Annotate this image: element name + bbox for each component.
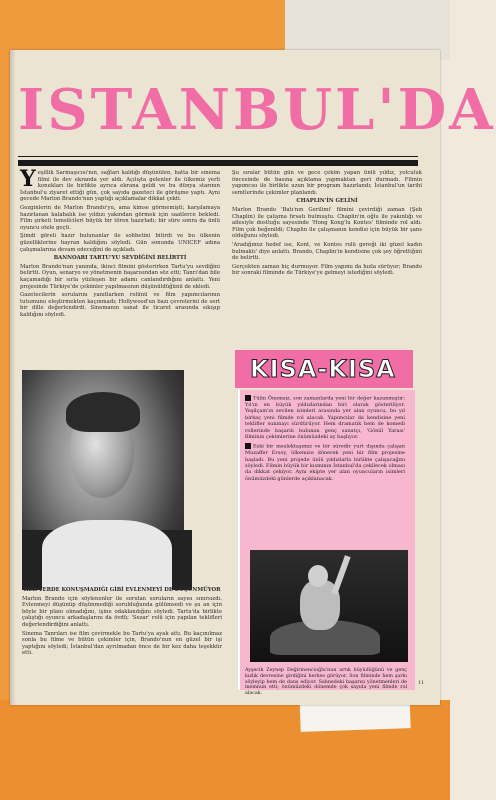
kisa-text <box>245 395 405 485</box>
caption-text: Marlon Brando için söylenenler ile sorulan soruların sayısı sınırsızdı. Evlenmeyi düşünüp düşünmediği sorulduğunda gülümsedi ve şu an için böyle bir planı olmadığını, işine odaklandığını söyledi. Tartu'da birlikte çalıştığı oyuncu arkadaşlarını da övdü; 'Sezar' rolü için yapılan teklifleri değerlendirdiğini anlattı. <box>22 595 222 628</box>
bullet-icon <box>245 443 251 449</box>
bullet-icon <box>245 395 251 401</box>
dancer-photo <box>250 550 408 662</box>
intro-text: eşillik Sarmaşıcısı'nın, sağları kaldığı düşünülen, hatta bir sinema filmi ile dev ekranda yer aldı. Açılışta gelenler ile ülkemiz yerli konukları ile birlikte ayrıca ekrana geldi ve bu dünya starının İstanbul'u ziyaret ettiği gün, çok sayıda gazeteci ile görüşme yaptı. Aynı gecede Marlon Brando'nun yaptığı açıklamalar dikkat çekti. <box>20 170 220 203</box>
right-subheading: CHAPLIN'İN GELİNİ <box>296 198 358 205</box>
kisa-title: KISA-KISA <box>250 355 396 383</box>
left-column <box>20 166 220 320</box>
paragraph-2: Gezginlerin de Marlon Brando'yu, ama kimse görmemişti; karşılamaya hazırlanan kalabalık ise yıldızı yakından görmek için saatlerce bekledi. Film şirketi temsilcileri büyük bir tören hazırladı; bir süre sonra da ünlü oyuncu otele geçti. <box>20 204 220 231</box>
dancer-head <box>308 565 328 587</box>
right-paragraph-2: Marlon Brando 'Batı'nın Gerilimi' filmini çevirdiği zaman (Şeb Chaplin) ile çalışma fırsatı bulmuştu. Chaplin'in oğlu ile yakınlığı ve ailesiyle dostluğu sayesinde 'Hong Kong'lu Kontes' filminde rol aldı. Film çok beğenildi; Chaplin ile çalışmanın kendisi için büyük bir şans olduğunu söyledi. <box>232 206 422 240</box>
kisa-item-1 <box>245 395 405 440</box>
photo-shirt <box>42 520 172 590</box>
right-column <box>232 170 422 279</box>
paragraph-4: Marlon Brando'nun yanında, ikinci filmini gösterirken Tartu'yu sevdiğini belirtti. Oyun, senaryo ve yönetmenin başarısından söz etti; Tanrı'dan bile kaçamadığı bir sırla yüzleşen bir adamı canlandırdığını anlattı. Yeni projesinde Türkiye'de çekimler yapılmasının düşünüldüğünü de ekledi. <box>20 263 220 290</box>
title-rule-thin <box>18 156 418 157</box>
kisa-item-2-text: Eski bir meslektaşımız ve bir süredir yurt dışında çalışan Muzaffer Ersoy, ülkemize dönerek yeni bir film projesine başladı. Bu yeni projede ünlü yıldızlarla birlikte çalışacağını söyledi. Filmin büyük bir kısmının İstanbul'da çekilecek olması da dikkat çekiyor. Aynı ekipte yer alan oyuncuların isimleri önümüzdeki günlerde açıklanacak. <box>245 443 405 482</box>
kisa-bottom-text: Ayşecik Zeynep Değirmencioğlu'nun artık büyüdüğünü ve genç kızlık devresine girdiğini herkes görüyor. Son filminde hem şarkı söyleyip hem de dans ediyor. Sahnedeki başarısı yönetmenleri de memnun etti; önümüzdeki dönemde çok sayıda yeni filmde rol alacak. <box>245 668 407 697</box>
page-number: 11 <box>418 680 425 686</box>
right-paragraph-1: Şu sıralar bütün gün ve gece çekim yapan ünlü yıldız, yolculuk öncesinde de basına açıklama yapmaktan geri durmadı. Filmin yapımcısı ile birlikte uzun bir program hazırlandı; İstanbul'un tarihi semtlerinde çekimler planlandı. <box>232 170 422 196</box>
right-paragraph-3: 'Aradığımız hedef ise, Kont, ve Kontes rolü gereği iki güzel kadın bulmaktı' diye anlattı. Brando, Chaplin'in kendisine çok şey öğrettiğini de belirtti. <box>232 241 422 262</box>
title-rule <box>18 160 418 166</box>
caption-text-2: Sinema Tanrıları ise film çevirmekle bu Tartu'ya ayak attı. Bu kaçınılmaz sonla bu filme ve bütün çekimler için, Brando'nun en güzel bir işi yaptığını söyledi; İstanbul'dan ayrılmadan önce de bir kez daha teşekkür etti. <box>22 630 222 657</box>
portrait-photo <box>22 370 184 582</box>
caption-block <box>22 585 222 657</box>
page-fold-shadow <box>10 50 16 705</box>
magazine-page <box>10 50 496 705</box>
caption-subheading: HER YERDE KONUŞMADIĞI GİBİ EVLENMEYİ DE DÜŞÜNMÜYOR <box>23 587 221 593</box>
paragraph-3: Şimdi göreli hazır bulunanlar ile sohbetini bitirdi ve bu ülkenin güzelliklerine hayran kaldığını söyledi. Gün sonunda UNICEF adına çalışmalarına devam edeceğini de açıkladı. <box>20 233 220 253</box>
page-title: ISTANBUL'DA <box>18 77 496 143</box>
paragraph-5: Gazetecilerin sorularını yanıtlarken rolünü ve film yapımcılarının tutumunu eleştirmekten kaçınmadı; Hollywood'un bazı çevrelerini de sert bir dille değerlendirdi. Sinemanın sanat ile ticaret arasında sıkışıp kaldığını söyledi. <box>20 292 220 318</box>
drop-cap: Y <box>20 166 36 192</box>
kisa-item-2 <box>245 443 405 482</box>
subheading-1: BANNOARI TARTU'YU SEVDİĞİNİ BELİRTTİ <box>53 255 187 262</box>
intro-paragraph <box>20 166 220 203</box>
kisa-item-1-text: Tülin Önemsiz, son zamanlarda yeni bir değer kazanmıştır; Yıl'ın en büyük yıldızlarından biri olarak gösteriliyor. Yeşilçam'ın sevilen isimleri arasında yer alan oyuncu, bu yıl birkaç yeni filmde rol alacak. Yapımcılar da kendisine yeni teklifler sunmayı sürdürüyor. Hem dramatik hem de komedi rollerinde başarılı bulunan genç sanatçı, 'Gönül Yarası' filminin çekimlerine önümüzdeki ay başlıyor. <box>245 395 405 440</box>
photo-hair <box>66 392 140 432</box>
right-paragraph-4: Gerçekten zaman hiç durmuyor. Film yapımı da hızla sürüyor; Brando bir sonraki filminde de Türkiye'ye gelmeyi istediğini söyledi. <box>232 263 422 277</box>
dancer-arm <box>331 555 350 595</box>
